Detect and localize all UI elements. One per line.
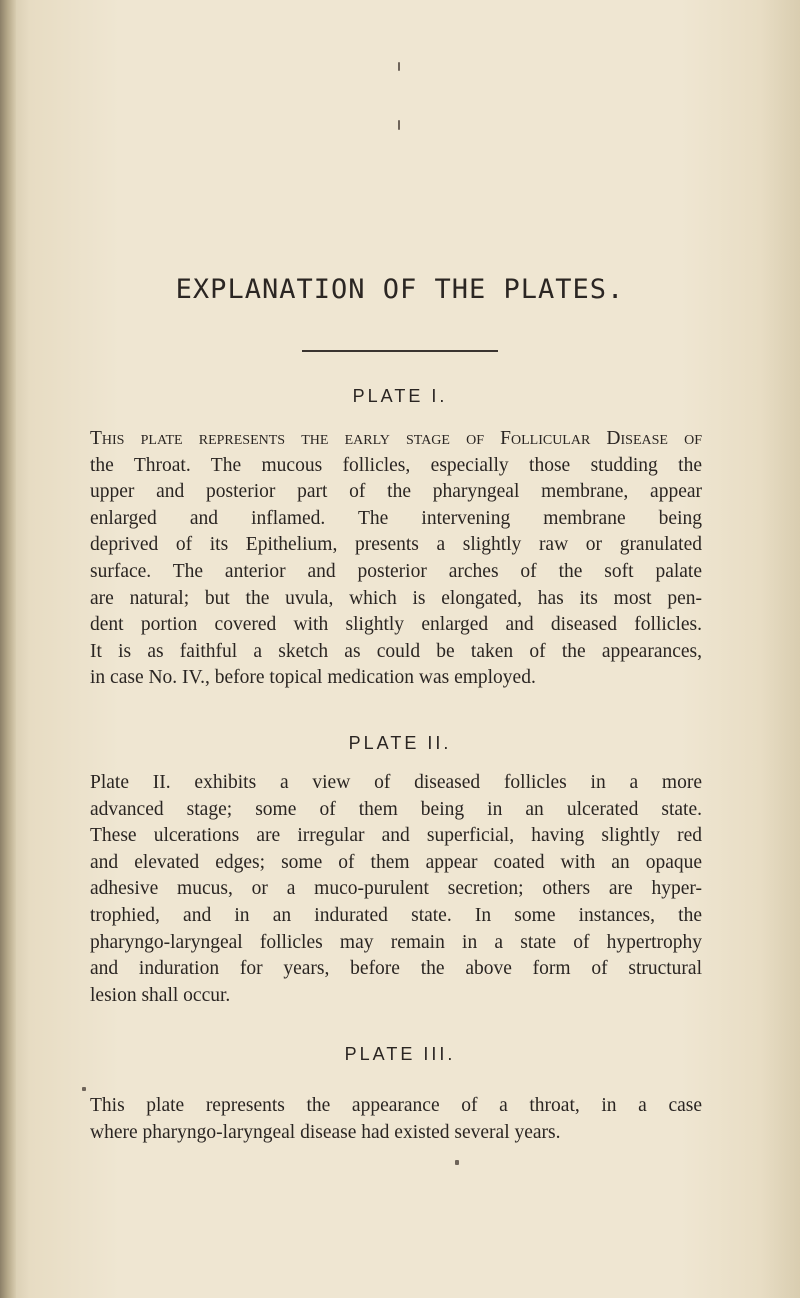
book-spine-shadow [0, 0, 16, 1298]
title-divider [302, 350, 498, 352]
plate-1-line [90, 426, 702, 453]
plate-1-line: in case No. IV., before topical medication was employed. [90, 667, 536, 689]
plate-1-text [90, 426, 702, 692]
plate-2-line: These ulcerations are irregular and superficial, having slightly red [90, 825, 702, 847]
plate-1-line-1: This plate represents the early stage of Follicular Disease of [90, 428, 702, 449]
page-title: EXPLANATION OF THE PLATES. [175, 274, 625, 305]
plate-1-line: deprived of its Epithelium, presents a slightly raw or granulated [90, 534, 702, 556]
plate-2-line: lesion shall occur. [90, 984, 231, 1006]
plate-3-heading: PLATE III. [344, 1044, 456, 1064]
plate-1-line: dent portion covered with slightly enlarged and diseased follicles. [90, 614, 702, 636]
ink-speck [82, 1087, 86, 1091]
plate-3-line: This plate represents the appearance of a throat, in a case [90, 1095, 702, 1116]
plate-1-heading: PLATE I. [352, 386, 448, 406]
plate-2-line: adhesive mucus, or a muco-purulent secretion; others are hyper- [90, 878, 702, 900]
plate-2-line: advanced stage; some of them being in an ulcerated state. [90, 798, 702, 820]
plate-3-text [90, 1093, 702, 1146]
ink-speck [398, 120, 400, 130]
ink-speck [398, 62, 400, 71]
plate-2-line: pharyngo-laryngeal follicles may remain in a state of hypertrophy [90, 931, 702, 953]
plate-1-line: upper and posterior part of the pharyngeal membrane, appear [90, 481, 702, 503]
plate-3-line: where pharyngo-laryngeal disease had existed several years. [90, 1121, 561, 1143]
plate-2-heading: PLATE II. [348, 733, 452, 753]
plate-2-line: Plate II. exhibits a view of diseased follicles in a more [90, 772, 702, 793]
plate-2-line: and elevated edges; some of them appear coated with an opaque [90, 851, 702, 873]
plate-2-line: trophied, and in an indurated state. In some instances, the [90, 904, 702, 926]
plate-1-line: enlarged and inflamed. The intervening membrane being [90, 507, 702, 529]
plate-1-line: the Throat. The mucous follicles, especially those studding the [90, 454, 702, 476]
plate-2-line: and induration for years, before the above form of structural [90, 958, 702, 980]
plate-2-text [90, 770, 702, 1009]
ink-speck [455, 1160, 459, 1165]
plate-1-line: It is as faithful a sketch as could be taken of the appearances, [90, 640, 702, 662]
plate-1-line: surface. The anterior and posterior arches of the soft palate [90, 560, 702, 582]
plate-1-line: are natural; but the uvula, which is elongated, has its most pen- [90, 587, 702, 609]
